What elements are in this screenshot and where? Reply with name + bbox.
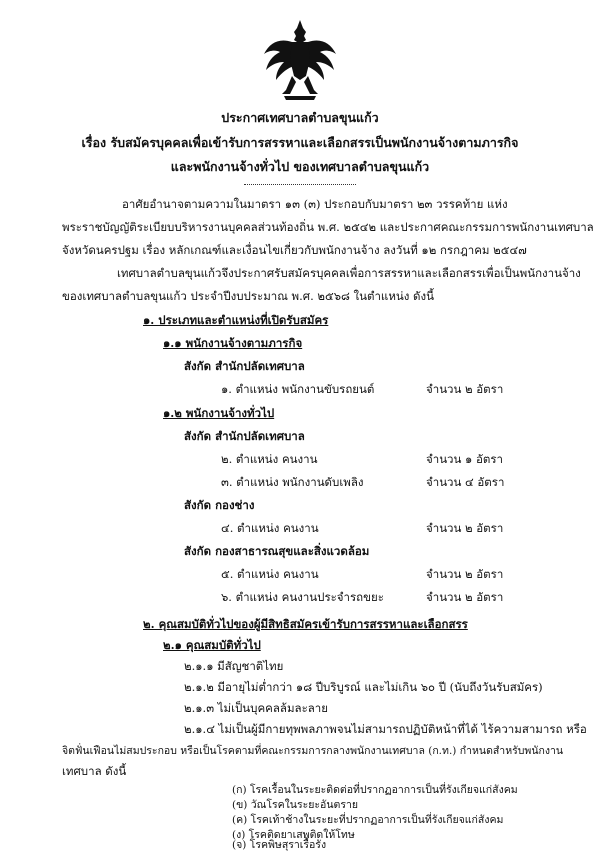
position-5-amount: จำนวน ๒ อัตรา <box>426 567 504 581</box>
section-1-heading: ๑. ประเภทและตำแหน่งที่เปิดรับสมัคร <box>143 313 329 327</box>
disease-item-e: (จ) โรคพิษสุราเรื้อรัง <box>232 839 327 851</box>
qualification-item-4-line-2: จิตฟั่นเฟือนไม่สมประกอบ หรือเป็นโรคตามที่คณะกรรมการกลางพนักงานเทศบาล (ก.ท.) กำหนดสำหรับพนักงาน <box>62 745 564 757</box>
position-1-label: ๑. ตำแหน่ง พนักงานขับรถยนต์ <box>221 382 375 396</box>
title-divider <box>244 184 356 185</box>
announcement-title: ประกาศเทศบาลตำบลขุนแก้ว <box>221 110 379 125</box>
position-2-amount: จำนวน ๑ อัตรา <box>426 452 503 466</box>
intro-paragraph-2-line-1: เทศบาลตำบลขุนแก้วจึงประกาศรับสมัครบุคคลเพื่อการสรรหาและเลือกสรรเพื่อเป็นพนักงานจ้าง <box>117 266 581 280</box>
intro-paragraph-1-line-3: จังหวัดนครปฐม เรื่อง หลักเกณฑ์และเงื่อนไขเกี่ยวกับพนักงานจ้าง ลงวันที่ ๑๒ กรกฎาคม ๒๕๔๗ <box>62 243 527 257</box>
qualification-item-1: ๒.๑.๑ มีสัญชาติไทย <box>184 659 284 673</box>
announcement-subject-line1: เรื่อง รับสมัครบุคคลเพื่อเข้ารับการสรรหาและเลือกสรรเป็นพนักงานจ้างตามภารกิจ <box>81 135 519 150</box>
section-2-1-heading: ๒.๑ คุณสมบัติทั่วไป <box>163 638 261 652</box>
section-2-heading: ๒. คุณสมบัติทั่วไปของผู้มีสิทธิสมัครเข้ารับการสรรหาและเลือกสรร <box>143 617 468 631</box>
intro-paragraph-1-line-1: อาศัยอำนาจตามความในมาตรา ๑๓ (๓) ประกอบกับมาตรา ๒๓ วรรคท้าย แห่ง <box>122 197 508 211</box>
qualification-item-2: ๒.๑.๒ มีอายุไม่ต่ำกว่า ๑๘ ปีบริบูรณ์ และไม่เกิน ๖๐ ปี (นับถึงวันรับสมัคร) <box>184 680 543 694</box>
position-4-amount: จำนวน ๒ อัตรา <box>426 521 504 535</box>
announcement-subject-line2: และพนักงานจ้างทั่วไป ของเทศบาลตำบลขุนแก้ว <box>170 159 430 174</box>
disease-item-a: (ก) โรคเรื้อนในระยะติดต่อที่ปรากฏอาการเป็นที่รังเกียจแก่สังคม <box>232 784 518 796</box>
disease-item-b: (ข) วัณโรคในระยะอันตราย <box>232 799 359 811</box>
position-1-amount: จำนวน ๒ อัตรา <box>426 382 504 396</box>
section-1-1-heading: ๑.๑ พนักงานจ้างตามภารกิจ <box>163 336 303 350</box>
section-1-2-department-1: สังกัด สำนักปลัดเทศบาล <box>184 429 305 443</box>
position-2-label: ๒. ตำแหน่ง คนงาน <box>221 452 318 466</box>
qualification-item-4-line-3: เทศบาล ดังนี้ <box>62 764 127 778</box>
section-1-2-department-2: สังกัด กองช่าง <box>184 498 255 512</box>
qualification-item-3: ๒.๑.๓ ไม่เป็นบุคคลล้มละลาย <box>184 701 328 715</box>
position-5-label: ๕. ตำแหน่ง คนงาน <box>221 567 319 581</box>
disease-item-d: (ง) โรคติดยาเสพติดให้โทษ <box>232 829 355 841</box>
position-4-label: ๔. ตำแหน่ง คนงาน <box>221 521 319 535</box>
intro-paragraph-2-line-2: ของเทศบาลตำบลขุนแก้ว ประจำปีงบประมาณ พ.ศ. ๒๕๖๘ ในตำแหน่ง ดังนี้ <box>62 289 434 303</box>
disease-item-c: (ค) โรคเท้าช้างในระยะที่ปรากฏอาการเป็นที่รังเกียจแก่สังคม <box>232 814 504 826</box>
intro-paragraph-1-line-2: พระราชบัญญัติระเบียบบริหารงานบุคคลส่วนท้องถิ่น พ.ศ. ๒๕๔๒ และประกาศคณะกรรมการพนักงานเทศบาล <box>62 220 594 234</box>
garuda-emblem-icon <box>262 20 338 102</box>
qualification-item-4: ๒.๑.๔ ไม่เป็นผู้มีกายทุพพลภาพจนไม่สามารถปฏิบัติหน้าที่ได้ ไร้ความสามารถ หรือ <box>184 722 587 736</box>
section-1-2-department-3: สังกัด กองสาธารณสุขและสิ่งแวดล้อม <box>184 544 370 558</box>
position-3-amount: จำนวน ๔ อัตรา <box>426 475 505 489</box>
position-6-label: ๖. ตำแหน่ง คนงานประจำรถขยะ <box>221 590 384 604</box>
section-1-1-department: สังกัด สำนักปลัดเทศบาล <box>184 359 305 373</box>
section-1-2-heading: ๑.๒ พนักงานจ้างทั่วไป <box>163 406 275 420</box>
position-6-amount: จำนวน ๒ อัตรา <box>426 590 504 604</box>
position-3-label: ๓. ตำแหน่ง พนักงานดับเพลิง <box>221 475 364 489</box>
